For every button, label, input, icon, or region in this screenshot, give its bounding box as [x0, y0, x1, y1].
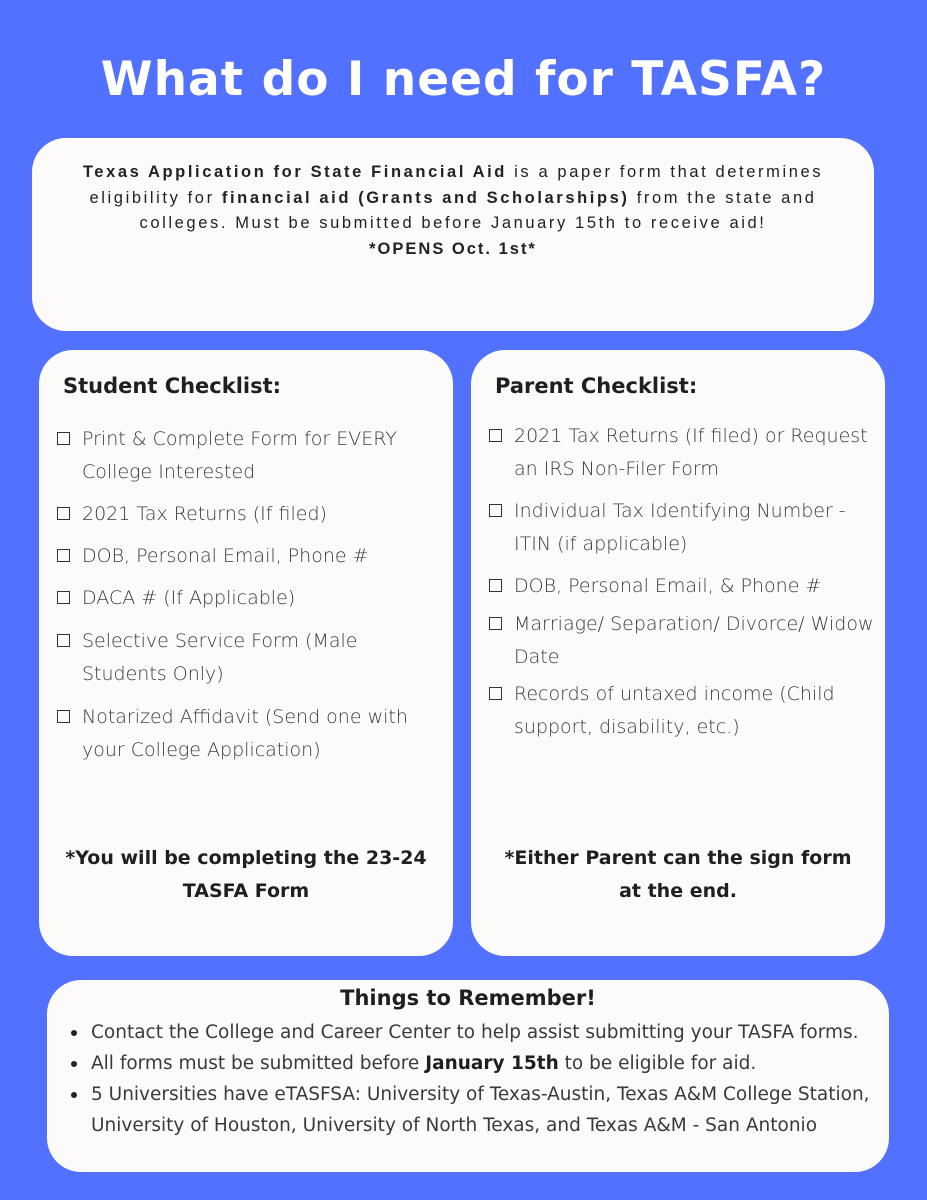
student-checklist-title: Student Checklist:	[63, 374, 282, 398]
student-note: *You will be completing the 23-24 TASFA Form	[65, 847, 427, 902]
student-checklist-item[interactable]	[57, 582, 443, 615]
intro-lead-bold: Texas Application for State Financial Aid	[82, 163, 507, 181]
intro-card	[32, 138, 874, 331]
parent-note: *Either Parent can the sign form at the end.	[504, 847, 852, 902]
checkbox[interactable]	[57, 432, 70, 445]
checklist-item-label: Marriage/ Separation/ Divorce/ Widow Date	[514, 613, 874, 668]
bullet-icon	[71, 1061, 77, 1067]
bullet-icon	[71, 1030, 77, 1036]
remember-item-text: All forms must be submitted before	[91, 1053, 426, 1074]
checkbox[interactable]	[57, 710, 70, 723]
checklist-item-label: DACA # (If Applicable)	[82, 587, 296, 609]
student-checklist-item[interactable]	[57, 498, 443, 531]
student-checklist-item[interactable]	[57, 423, 443, 489]
parent-checklist-item[interactable]	[489, 608, 875, 674]
checklist-item-label: 2021 Tax Returns (If filed) or Request an IRS Non-Filer Form	[514, 425, 868, 480]
remember-list	[67, 1017, 881, 1141]
list-item	[67, 1079, 881, 1141]
intro-opens: *OPENS Oct. 1st*	[369, 239, 537, 258]
intro-aid-bold: financial aid (Grants and Scholarships)	[221, 188, 630, 207]
page-title: What do I need for TASFA?	[100, 52, 827, 107]
intro-tail: from the state and colleges. Must be submitted before January 15th to receive aid!	[139, 188, 817, 232]
student-checklist-item[interactable]	[57, 701, 443, 767]
parent-checklist-item[interactable]	[489, 495, 875, 561]
parent-checklist-title: Parent Checklist:	[495, 374, 698, 398]
list-item	[67, 1017, 881, 1048]
checklist-item-label: Individual Tax Identifying Number - ITIN (if applicable)	[514, 500, 846, 555]
checkbox[interactable]	[489, 617, 502, 630]
remember-title: Things to Remember!	[340, 986, 596, 1010]
remember-item-text: 5 Universities have eTASFSA: University of Texas-Austin, Texas A&M College Station, University of Houston, University of North Texas, and Texas A&M - San Antonio	[91, 1084, 870, 1136]
list-item	[67, 1048, 881, 1079]
bullet-icon	[71, 1092, 77, 1098]
checklist-item-label: Selective Service Form (Male Students Only)	[82, 630, 358, 685]
checkbox[interactable]	[489, 504, 502, 517]
checkbox[interactable]	[489, 429, 502, 442]
checklist-item-label: 2021 Tax Returns (If filed)	[82, 503, 327, 525]
checkbox[interactable]	[489, 579, 502, 592]
student-checklist-item[interactable]	[57, 540, 443, 573]
checklist-item-label: DOB, Personal Email, & Phone #	[514, 575, 822, 597]
checkbox[interactable]	[489, 687, 502, 700]
checkbox[interactable]	[57, 507, 70, 520]
checklist-item-label: Records of untaxed income (Child support, disability, etc.)	[514, 683, 835, 738]
student-checklist-item[interactable]	[57, 625, 443, 691]
parent-checklist-item[interactable]	[489, 678, 875, 744]
student-checklist-card	[39, 350, 453, 956]
intro-lead-rest: is a paper form that determines eligibility for	[89, 163, 824, 207]
parent-checklist-card	[471, 350, 885, 956]
checkbox[interactable]	[57, 549, 70, 562]
checkbox[interactable]	[57, 591, 70, 604]
parent-checklist-item[interactable]	[489, 570, 875, 603]
intro-text	[62, 160, 844, 262]
remember-item-text: Contact the College and Career Center to help assist submitting your TASFA forms.	[91, 1022, 859, 1043]
parent-checklist-item[interactable]	[489, 420, 875, 486]
deadline-date: January 15th	[425, 1053, 559, 1074]
checklist-item-label: Notarized Affidavit (Send one with your College Application)	[82, 706, 408, 761]
remember-item-text: to be eligible for aid.	[558, 1053, 757, 1074]
things-to-remember-card	[47, 980, 889, 1172]
checkbox[interactable]	[57, 634, 70, 647]
checklist-item-label: Print & Complete Form for EVERY College Interested	[82, 428, 397, 483]
checklist-item-label: DOB, Personal Email, Phone #	[82, 545, 369, 567]
